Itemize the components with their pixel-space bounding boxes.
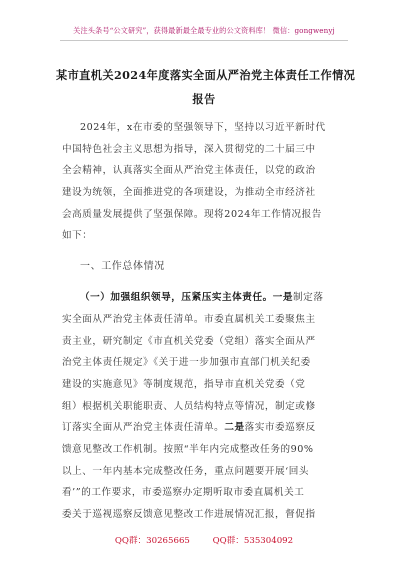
body-line: 看’”的工作要求，市委巡察办定期听取市委直属机关工 xyxy=(62,487,305,498)
body-line: 馈意见整改工作机制。按照“半年内完成整改任务的90% xyxy=(62,444,314,455)
intro-line: 如下： xyxy=(62,230,93,241)
line-b-text: 订落实全面从严治党主体责任清单。 xyxy=(62,422,225,433)
body-line: 组）根据机关职能职责、人员结构特点等情况，制定或修 xyxy=(62,401,316,412)
section-heading: 一、工作总体情况 xyxy=(80,261,165,272)
footer-qq-group-1: QQ群：30265665 xyxy=(114,536,190,546)
body-line: 责主业，研究制定《市直机关党委（党组）落实全面从严 xyxy=(62,336,316,347)
lead-marker-1: 一是 xyxy=(272,292,294,303)
body-line-with-marker xyxy=(62,422,352,434)
intro-line: 全会精神，认真落实全面从严治党主体责任，以党的政治 xyxy=(62,165,316,176)
body-line: 实全面从严治党主体责任清单。市委直属机关工委聚焦主 xyxy=(62,314,316,325)
intro-line: 中国特色社会主义思想为指导，深入贯彻党的二十届三中 xyxy=(62,144,316,155)
header-divider xyxy=(60,40,348,41)
body-line: 以上、一年内基本完成整改任务，重点问题要开展‘回头 xyxy=(62,466,310,477)
first-line-rest: 制定落 xyxy=(293,292,324,303)
subsection-first-line xyxy=(80,292,352,304)
body-line: 委关于巡视巡察反馈意见整改工作进展情况汇报，督促指 xyxy=(62,509,316,520)
subsection-heading: （一）加强组织领导，压紧压实主体责任。 xyxy=(80,292,273,303)
body-line: 治党主体责任规定》《关于进一步加强市直部门机关纪委 xyxy=(62,357,311,368)
header-ad-text: 关注头条号“公文研究”，获得最新最全最专业的公文资料库！ 微信：gongwenyj xyxy=(73,26,335,35)
footer-contact xyxy=(0,534,408,546)
intro-line: 会高质量发展提供了坚强保障。现将2024年工作情况报告 xyxy=(62,209,322,220)
document-title-line-1: 某市直机关2024年度落实全面从严治党主体责任工作情况 xyxy=(56,68,356,82)
lead-marker-2: 二是 xyxy=(224,422,245,433)
intro-line: 建设为统领，全面推进党的各项建设，为推动全市经济社 xyxy=(62,187,316,198)
line-b-rest: 落实市委巡察反 xyxy=(244,422,316,433)
body-line: 建设的实施意见》等制度规范，指导市直机关党委（党 xyxy=(62,379,306,390)
footer-qq-group-2: QQ群：535304092 xyxy=(212,536,294,546)
document-title-line-2: 报告 xyxy=(192,92,216,106)
intro-line: 2024年，x在市委的坚强领导下，坚持以习近平新时代 xyxy=(80,122,326,133)
